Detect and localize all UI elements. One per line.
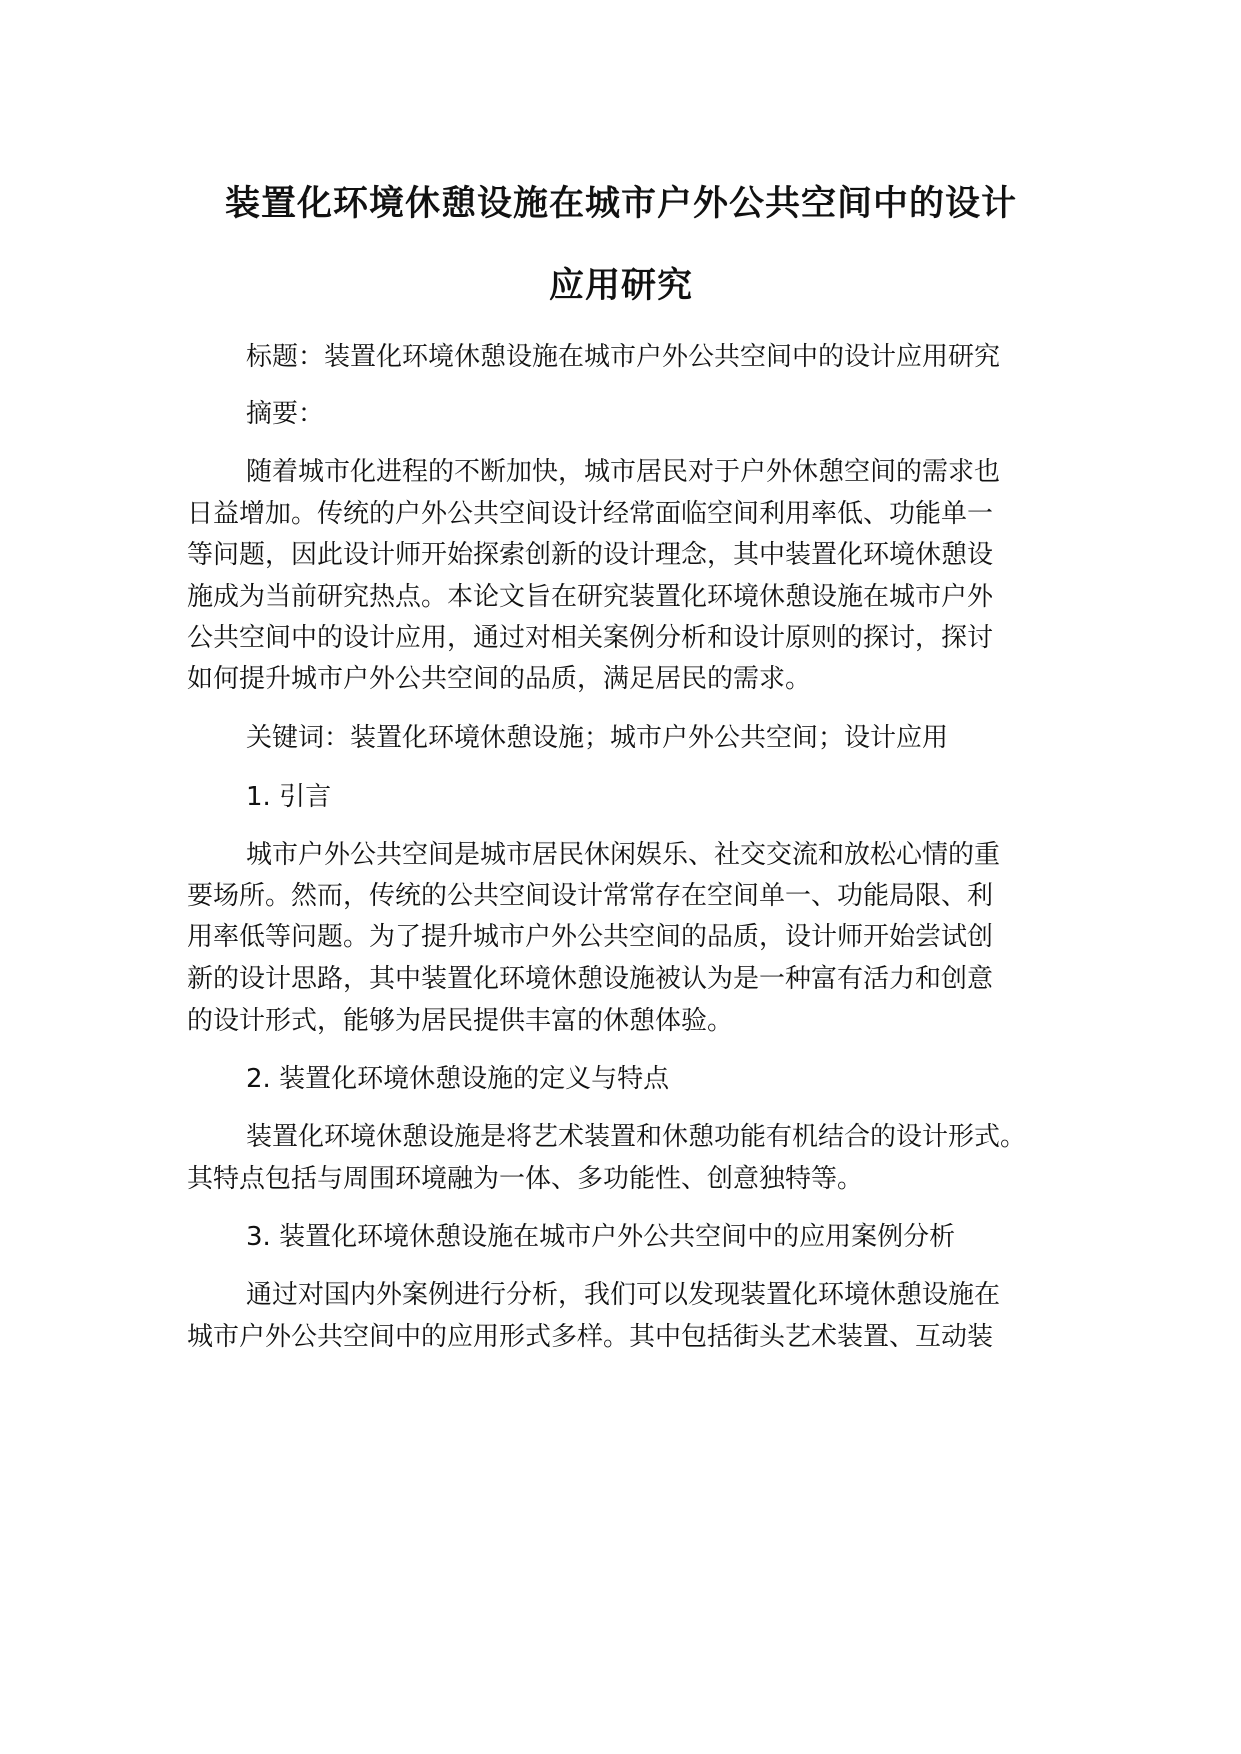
section-3-text-line: 城市户外公共空间中的应用形式多样。其中包括街头艺术装置、互动装 xyxy=(187,1322,994,1352)
section-2-text-line: 其特点包括与周围环境融为一体、多功能性、创意独特等。 xyxy=(187,1164,864,1194)
section-heading-3: 3. 装置化环境休憩设施在城市户外公共空间中的应用案例分析 xyxy=(246,1222,956,1252)
document-title-line-2: 应用研究 xyxy=(548,266,693,306)
section-heading-1: 1. 引言 xyxy=(246,782,332,812)
abstract-text-line: 施成为当前研究热点。本论文旨在研究装置化环境休憩设施在城市户外 xyxy=(187,582,994,612)
section-2-text-line: 装置化环境休憩设施是将艺术装置和休憩功能有机结合的设计形式。 xyxy=(246,1122,1027,1152)
document-title-line-1: 装置化环境休憩设施在城市户外公共空间中的设计 xyxy=(224,184,1017,224)
title-meta-line: 标题：装置化环境休憩设施在城市户外公共空间中的设计应用研究 xyxy=(246,342,1001,372)
keywords-line: 关键词：装置化环境休憩设施；城市户外公共空间；设计应用 xyxy=(246,723,949,753)
section-1-text-line: 要场所。然而，传统的公共空间设计常常存在空间单一、功能局限、利 xyxy=(187,881,994,911)
abstract-text-line: 如何提升城市户外公共空间的品质，满足居民的需求。 xyxy=(187,664,812,694)
abstract-heading: 摘要： xyxy=(246,399,325,429)
abstract-text-line: 公共空间中的设计应用，通过对相关案例分析和设计原则的探讨，探讨 xyxy=(187,623,994,653)
abstract-text-line: 等问题，因此设计师开始探索创新的设计理念，其中装置化环境休憩设 xyxy=(187,540,994,570)
section-1-text-line: 城市户外公共空间是城市居民休闲娱乐、社交交流和放松心情的重 xyxy=(246,840,1001,870)
section-heading-2: 2. 装置化环境休憩设施的定义与特点 xyxy=(246,1064,670,1094)
section-1-text-line: 的设计形式，能够为居民提供丰富的休憩体验。 xyxy=(187,1006,734,1036)
abstract-text-line: 日益增加。传统的户外公共空间设计经常面临空间利用率低、功能单一 xyxy=(187,499,994,529)
section-1-text-line: 新的设计思路，其中装置化环境休憩设施被认为是一种富有活力和创意 xyxy=(187,964,994,994)
section-1-text-line: 用率低等问题。为了提升城市户外公共空间的品质，设计师开始尝试创 xyxy=(187,922,994,952)
section-3-text-line: 通过对国内外案例进行分析，我们可以发现装置化环境休憩设施在 xyxy=(246,1280,1001,1310)
abstract-text-line: 随着城市化进程的不断加快，城市居民对于户外休憩空间的需求也 xyxy=(246,457,1001,487)
